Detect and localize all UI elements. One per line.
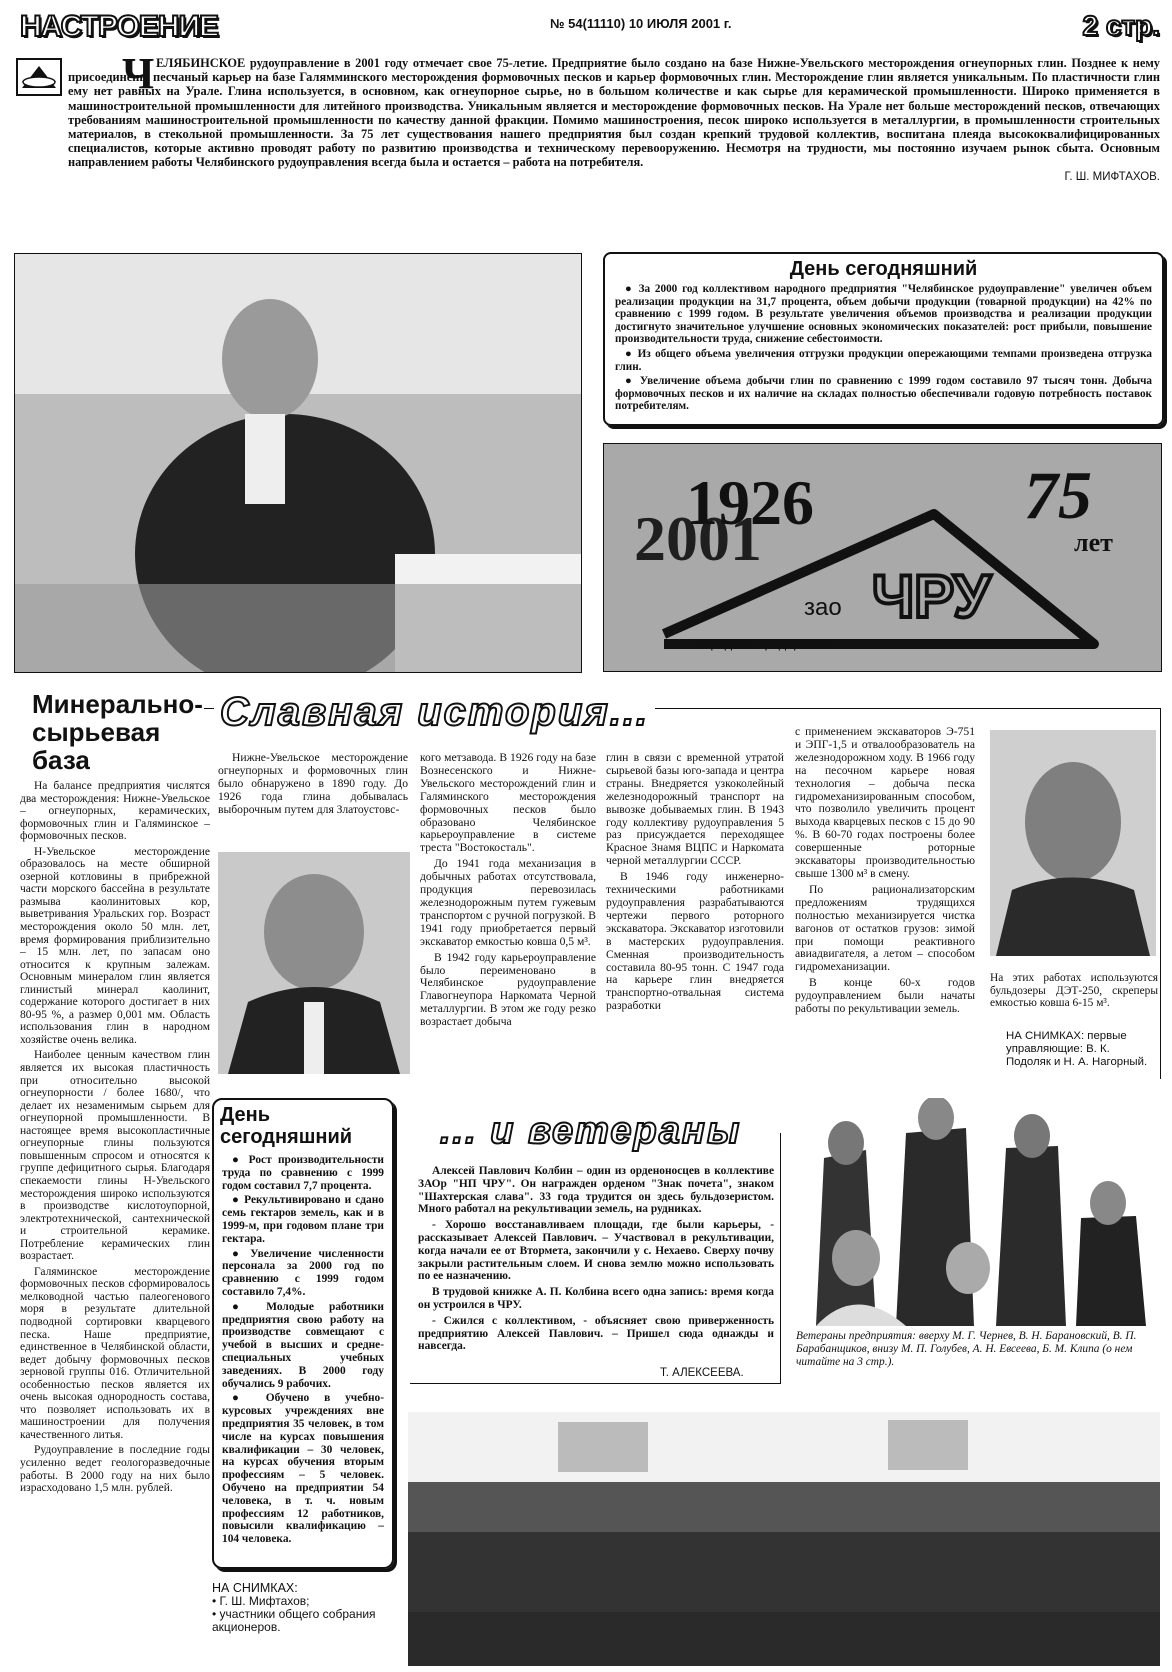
today-box-left-item: ● Рост производительности труда по сравнению с 1999 годом составил 7,7 процента. [222, 1154, 384, 1192]
logo-years-word: лет [1074, 528, 1113, 557]
page-number: 2 стр. [1082, 10, 1160, 41]
veterans-group-photo [796, 1098, 1160, 1326]
today-box-top-title: День сегодняшний [789, 258, 978, 280]
history-paragraph: По рационализаторским предложениям трудящихся полностью механизируется чистка вагонов от остатков грузов: зимой при помощи реактивного авиадвигателя, а летом – способом гидромеханизации. [795, 882, 975, 974]
veterans-paragraph: В трудовой книжке А. П. Колбина всего одна запись: время когда он устроился в ЧРУ. [418, 1286, 774, 1311]
section-title: НАСТРОЕНИЕ [20, 10, 219, 43]
mineral-column [20, 780, 210, 1498]
intro-text: ЕЛЯБИНСКОЕ рудоуправление в 2001 году отмечает свое 75-летие. Предприятие было создано на базе Нижне-Увельского месторождения огнеупорных глин. Позднее к нему присоединены песчаный карьер на базе Галямминского месторождения формовочных песков и карьер формовочных глин. Месторождение глин является уникальным. По пластичности глин ему нет равных на Урале. Глина используется, в основном, как огнеупорное сырье, но в большом количестве и как сырье для керамической промышленности. Широко применяется в машиностроительной промышленности для литейного производства. Уникальным является и месторождение формовочных песков. На Урале нет больше месторождений песков, отвечающих требованиям машиностроительной промышленности по качеству данной фракции. Помимо машиностроения, песок широко используется в металлургии, в промышленности строительных материалов, в стекольной промышленности. За 75 лет существования нашего предприятия был создан крепкий трудовой коллектив, воспитана плеяда высококвалифицированных специалистов, которые активно проводят работу по развитию производства и техническому перевооружению. Несмотря на трудности, мы постоянно изучаем рынок сбыта. Основным направлением работы Челябинского рудоуправления всегда была и остается – работа на потребителя. [68, 56, 1160, 170]
history-paragraph: В 1942 году карьероуправление было переименовано в Челябинское рудоуправление Главогнеупора Наркомата Черной металлургии. В этом же году резко возрастает добыча [420, 950, 596, 1029]
history-side-caption: На этих работах используются бульдозеры ДЭТ-250, скреперы емкостью ковша 6-15 м³. [990, 972, 1158, 1010]
anniversary-logo [603, 443, 1162, 672]
mineral-title: Минерально-сырьевая база [32, 689, 203, 775]
today-box-left-item: ● Обучено в учебно-курсовых учреждениях вне предприятия 35 человек, в том числе на курсах повышения квалификации – 30 человек, на курсах обучения вторым профессиям – 5 человек. Обучено на предприятии 54 человека, в т. ч. новым профессиям 12 работников, повысили квалификацию – 104 человека. [222, 1392, 384, 1546]
logo-zao: зао [804, 594, 842, 621]
today-box-top [603, 252, 1164, 426]
veterans-paragraph: - Хорошо восстанавливаем площади, где были карьеры, - рассказывает Алексей Павлович. – Участвовал в рекультивации, когда начали ее от Вторметa, закончили у с. Нехаево. Сверху почву закрыли растительным слоем. И снова землю можно использовать по ее назначению. [418, 1219, 774, 1283]
logo-number: 75 [1024, 457, 1092, 533]
logo-year-from: 1926 [686, 467, 814, 538]
today-box-left-item: ● Молодые работники предприятия свою работу на производстве совмещают с учебой в высших и средне-специальных учебных заведениях. В 2000 году обучались 9 рабочих. [222, 1300, 384, 1390]
header [20, 10, 1160, 46]
bottom-caption [212, 1582, 392, 1634]
drop-cap: Ч [122, 49, 155, 98]
shareholders-meeting-photo [408, 1412, 1160, 1666]
veterans-photo-caption: Ветераны предприятия: вверху М. Г. Чернев, В. Н. Барановский, В. П. Барабанщиков, внизу М. П. Голубев, А. Н. Евсеева, Б. М. Клипа (о нем читайте на 3 стр.). [796, 1330, 1137, 1368]
veterans-author: Т. АЛЕКСЕЕВА. [660, 1367, 744, 1379]
today-box-top-item: ● Увеличение объема добычи глин по сравнению с 1999 годом составило 97 тысяч тонн. Добыча формовочных песков и их наличие на складах полностью обеспечивали годовую потребность поставок потребителям. [615, 375, 1153, 413]
today-box-left-title: День сегодняшний [220, 1104, 353, 1148]
history-col1 [218, 752, 408, 820]
bottom-caption-item: • Г. Ш. Мифтахов; [212, 1594, 310, 1608]
today-box-top-item: ● Из общего объема увеличения отгрузки продукции опережающими темпами произведена отгрузка глин. [615, 347, 1152, 373]
history-title: Славная история... [214, 690, 655, 735]
issue-line: № 54(11110) 10 ИЮЛЯ 2001 г. [550, 16, 732, 31]
veterans-paragraph: Алексей Павлович Колбин – один из орденоносцев в коллективе ЗАОр "НП ЧРУ". Он награжден орденом "Знак почета", знаком "Шахтерская слава". 33 года трудится он здесь бульдозеристом. Много работал на рекультивации земель, на рудниках. [418, 1165, 774, 1216]
mineral-paragraph: На балансе предприятия числятся два месторождения: Нижне-Увельское – огнеупорных, керамических, формовочных глин и Галяминское – формовочных песков. [20, 780, 210, 843]
mineral-paragraph: Н-Увельское месторождение образовалось на месте обширной озерной котловины в прибрежной части морского бассейна в результате размыва каолинитовых кор, выветривания Уральских гор. Возраст месторождения около 50 млн. лет, время формирования приблизительно – 15 млн. лет, по запасам оно относится к крупным залежам. Основным минералом глин является глинистый минерал каолинит, содержание которого достигает в них 80-95 %, а размер 0,001 мм. Область использования глин в народном хозяйстве очень велика. [20, 845, 210, 1046]
emblem-icon [16, 58, 62, 96]
history-paragraph: с применением экскаваторов Э-751 и ЭПГ-1,5 и отвалообразователь на железнодорожном ходу. В 1966 году на песочном карьере новая технология – добыча песка гидромеханизированным способом, что позволило увеличить процент выхода кварцевых песков с 15 до 90 %. В 60-70 годах построены более совершенные роторные экскаваторы производительностью свыше 1300 м³ в смену. [795, 725, 975, 880]
history-paragraph: Нижне-Увельское месторождение огнеупорных и формовочных глин было обнаружено в 1890 году. До 1926 года глина добывалась выборочным путем для Златоустовс- [218, 751, 408, 816]
mineral-paragraph: Рудоуправление в последние годы усиленно ведет геологоразведочные работы. В 2000 году на них было израсходовано 1,5 млн. рублей. [20, 1444, 210, 1495]
history-paragraph: В 1946 году инженерно-техническими работниками рудоуправления разрабатываются чертежи первого роторного экскаватора. Экскаватор изготовили в мастерских рудоуправления. Сменная производительность составила 80-95 тонн. С 1947 года на карьере глин внедряется транспортно-отвальная система разработки [606, 870, 784, 1013]
today-box-left-item: ● Увеличение численности персонала за 2000 год по сравнению с 1999 годом составило 7,4%. [222, 1247, 384, 1298]
history-col4 [795, 726, 975, 1019]
logo-year-to: 2001 [634, 503, 762, 574]
veteran-photo-podolyak [218, 852, 410, 1074]
veteran-photo-nagorny [990, 730, 1156, 956]
main-photo-mifthakhov [14, 253, 582, 673]
mineral-paragraph: Галяминское месторождение формовочных песков сформировалось мелководной частью палеогенового моря в результате длительной подводной сортировки кварцевого песка. Наше предприятие, единственное в Челябинской области, ведет добычу формовочных песков зерновой группы 016. Отличительной особенностью песков является их очень высокая однородность состава, что позволяет использовать их в машиностроении для получения качественного литья. [20, 1265, 210, 1441]
veterans-article [418, 1165, 774, 1356]
history-photos-caption: НА СНИМКАХ: первые управляющие: В. К. Подоляк и Н. А. Нагорный. [1006, 1030, 1148, 1068]
today-box-top-list [615, 283, 1152, 413]
history-col2 [420, 752, 596, 1032]
history-paragraph: глин в связи с временной утратой сырьевой базы юго-запада и центра страны. Внедряется узкоколейный железнодорожный транспорт на вывозке добываемых глин. В 1943 году коллективу рудоуправления 5 раз присуждается переходящее Красное Знамя ВЦПС и Наркомата черной металлургии СССР. [606, 751, 784, 868]
logo-subtitle: народное предприятие [696, 636, 836, 651]
history-paragraph: До 1941 года механизация в добычных работах отсутствовала, продукция перевозилась железнодорожным путем гужевым транспортом с ручной погрузкой. В 1941 году приобретается первый экскаватор емкостью ковша 0,5 м³. [420, 857, 596, 948]
history-paragraph: кого метзавода. В 1926 году на базе Вознесенского и Нижне-Увельского месторождений глин и Галяминского месторождения формовочных песков было образовано Челябинское карьероуправление в системе треста "Востокосталь". [420, 751, 596, 855]
intro-signature: Г. Ш. МИФТАХОВ. [1064, 170, 1160, 183]
logo-roof-icon [604, 444, 1161, 671]
history-col3 [606, 752, 784, 1016]
bottom-caption-heading: НА СНИМКАХ: [212, 1581, 298, 1595]
today-box-top-item: ● За 2000 год коллективом народного предприятия "Челябинское рудоуправление" увеличен объем реализации продукции на 31,7 процента, объем добычи продукции (товарной продукции) на 42% по сравнению с 1999 годом. В результате увеличения объемов производства и реализации продукции достигнуто значительное улучшение основных экономических показателей: рост прибыли, повышение производительности труда, снижение себестоимости. [615, 283, 1152, 346]
intro [68, 49, 1160, 183]
veterans-paragraph: - Сжился с коллективом, - объясняет свою приверженность предприятию Алексей Павлович. – Пришел сюда однажды и навсегда. [418, 1314, 774, 1353]
today-box-left-item: ● Рекультивировано и сдано семь гектаров земель, как и в 1999-м, при годовом плане три гектара. [222, 1194, 384, 1245]
bottom-caption-item: • участники общего собрания акционеров. [212, 1607, 376, 1634]
veterans-title: ... и ветераны [440, 1110, 742, 1152]
history-paragraph: В конце 60-х годов рудоуправлением были начаты работы по рекультивации земель. [795, 976, 975, 1016]
logo-abbr: ЧРУ [872, 563, 991, 630]
today-box-left-list [222, 1154, 384, 1546]
today-box-left [212, 1098, 394, 1569]
mineral-paragraph: Наиболее ценным качеством глин является их высокая пластичность при относительно высокой огнеупорности / более 1680/, что делает их незаменимым сырьем для огнеупорной промышленности. В настоящее время высокопластичные огнеупорные глины пользуются повышенным спросом и относятся к группе дефицитного сырья. Благодаря спекаемости глины Н-Увельского месторождения широко используются в производстве кислотоупорной, электротехнической, сантехнической и строительной керамике. Потребление керамических глин возрастает. [20, 1049, 210, 1263]
